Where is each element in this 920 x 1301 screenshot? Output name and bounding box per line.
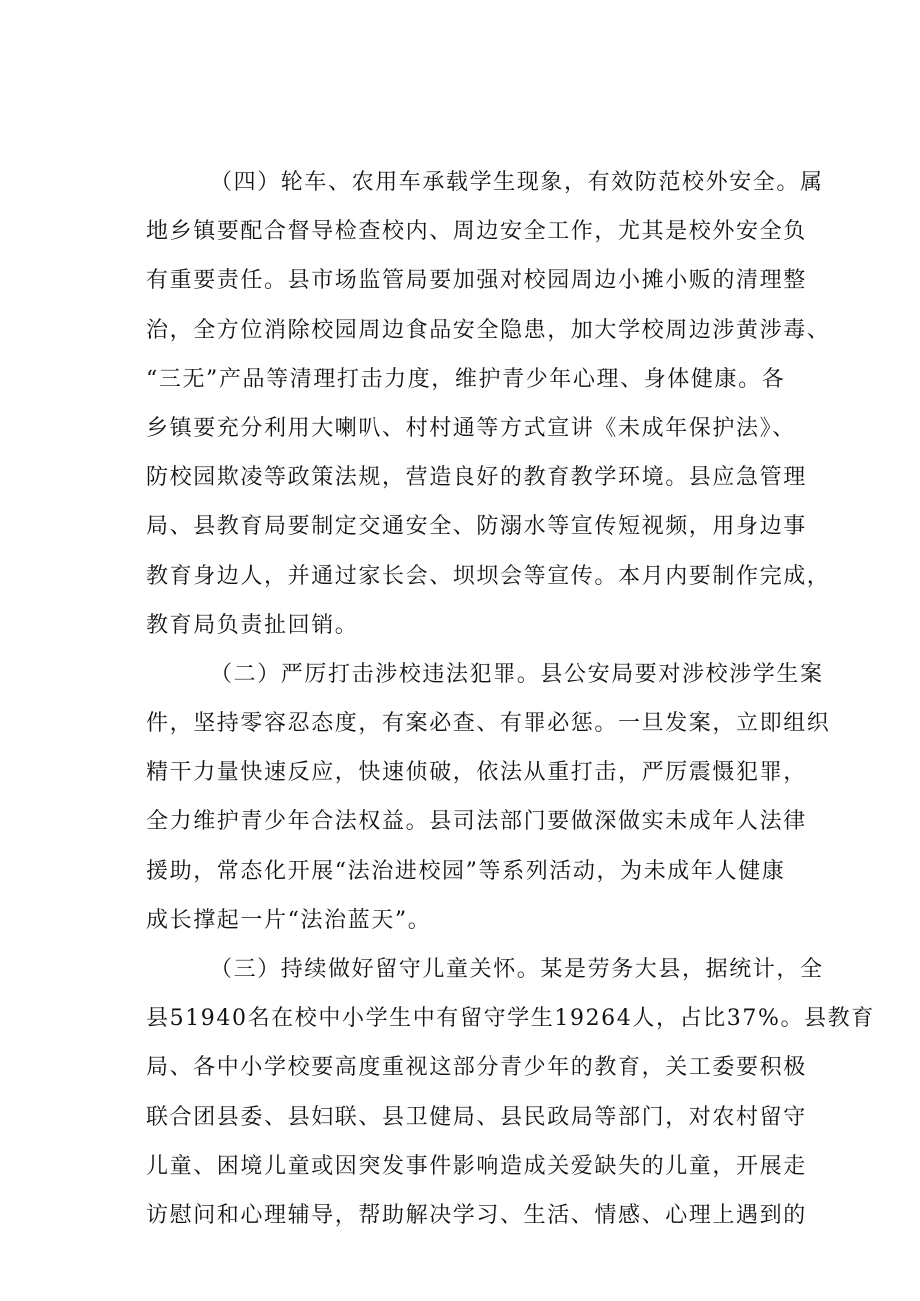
text-line: （四）轮车、农用车承载学生现象，有效防范校外安全。属 xyxy=(210,170,824,195)
paragraph-section-three xyxy=(146,945,875,1240)
text-line: 教育局负责扯回销。 xyxy=(146,612,359,638)
text-line: 局、各中小学校要高度重视这部分青少年的教育，关工委要积极 xyxy=(146,1055,807,1081)
text-line: 件，坚持零容忍态度，有案必查、有罪必惩。一旦发案，立即组织 xyxy=(146,711,831,737)
paragraph-section-four xyxy=(146,158,831,650)
text-line: 教育身边人，并通过家长会、坝坝会等宣传。本月内要制作完成， xyxy=(146,563,831,589)
text-line: 地乡镇要配合督导检查校内、周边安全工作，尤其是校外安全负 xyxy=(146,219,807,245)
text-line: 乡镇要充分利用大喇叭、村村通等方式宣讲《未成年保护法》、 xyxy=(146,415,796,441)
text-line: 儿童、困境儿童或因突发事件影响造成关爱缺失的儿童，开展走 xyxy=(146,1153,807,1179)
text-line: 防校园欺凌等政策法规，营造良好的教育教学环境。县应急管理 xyxy=(146,465,807,491)
text-line: 援助，常态化开展“法治进校园”等系列活动，为未成年人健康 xyxy=(146,858,786,884)
text-line: 联合团县委、县妇联、县卫健局、县民政局等部门，对农村留守 xyxy=(146,1104,807,1130)
text-line: 县51940名在校中小学生中有留守学生19264人，占比37%。县教育 xyxy=(146,1006,875,1032)
text-line: 成长撑起一片“法治蓝天”。 xyxy=(146,907,432,933)
text-line: （三）持续做好留守儿童关怀。某是劳务大县，据统计，全 xyxy=(210,957,824,982)
text-line: 访慰问和心理辅导，帮助解决学习、生活、情感、心理上遇到的 xyxy=(146,1202,807,1228)
text-line: 全力维护青少年合法权益。县司法部门要做深做实未成年人法律 xyxy=(146,809,807,835)
text-line: 局、县教育局要制定交通安全、防溺水等宣传短视频，用身边事 xyxy=(146,514,807,540)
text-line: 治，全方位消除校园周边食品安全隐患，加大学校周边涉黄涉毒、 xyxy=(146,317,831,343)
text-line: 有重要责任。县市场监管局要加强对校园周边小摊小贩的清理整 xyxy=(146,268,807,294)
text-line: （二）严厉打击涉校违法犯罪。县公安局要对涉校涉学生案 xyxy=(210,661,824,687)
paragraph-section-two xyxy=(146,650,831,945)
document-body xyxy=(146,158,875,1240)
text-line: “三无”产品等清理打击力度，维护青少年心理、身体健康。各 xyxy=(146,366,786,392)
text-line: 精干力量快速反应，快速侦破，依法从重打击，严厉震慑犯罪， xyxy=(146,760,807,786)
